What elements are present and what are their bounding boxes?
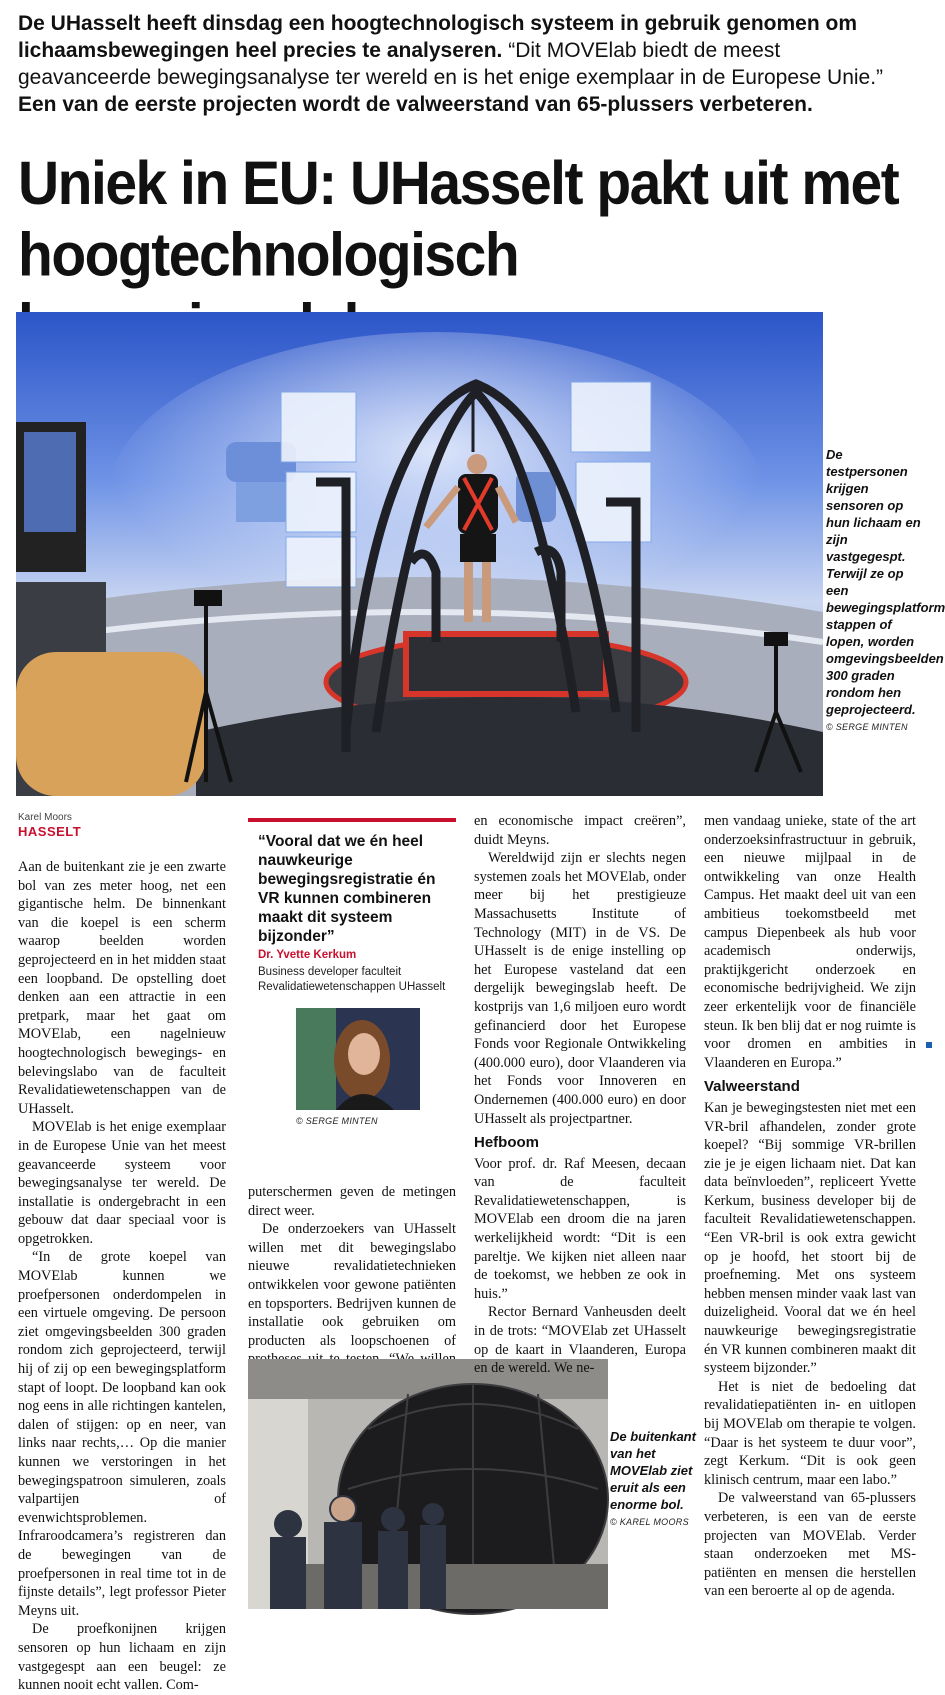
paragraph: en economische impact creëren”, duidt Meyns. (474, 813, 686, 848)
dateline-location: HASSELT (18, 824, 82, 839)
main-photo-credit: © SERGE MINTEN (826, 722, 908, 732)
portrait-credit: © SERGE MINTEN (296, 1116, 378, 1126)
headline: Uniek in EU: UHasselt pakt uit met hoogtechnologisch (18, 149, 899, 290)
paragraph: Voor prof. dr. Raf Meesen, decaan van de faculteit Revalidatiewetenschappen, is MOVElab een droom die na jaren werkelijkheid wordt: “Dit is een pareltje. We kijken niet alleen naar de toekomst, we hebben ze ook in huis.” (474, 1155, 686, 1302)
subheading-valweerstand: Valweerstand (704, 1078, 800, 1096)
byline-author: Karel Moors (18, 812, 72, 823)
paragraph: Het is niet de bedoeling dat revalidatiepatiënten in- en uitlopen bij MOVElab om therapie te volgen. “Daar is het systeem te duur voor”, zegt Kerkum. “Dit is ook geen klinisch centrum, maar een labo.” (704, 1378, 916, 1488)
quote-accent-bar (248, 818, 456, 822)
portrait-credit-block (296, 1116, 378, 1126)
movelab-interior-image (16, 312, 823, 796)
paragraph: De proefkonijnen krijgen sensoren op hun lichaam en zijn vastgegespt aan een beugel: ze kunnen nooit echt vallen. Com- (18, 1621, 226, 1694)
paragraph: De onderzoekers van UHasselt willen met dit bewegingslabo nieuwe revalidatietechnieken ontwikkelen voor gewone patiënten en topsporters. Bedrijven kunnen de installatie ook gebruiken om producten als loopschoenen of (248, 1221, 456, 1349)
pull-quote: “Vooral dat we én heel nauwkeurige bewegingsregistratie én VR kunnen combineren maakt dit systeem bijzonder” (258, 833, 436, 945)
dome-photo-caption-block (610, 1428, 700, 1527)
pull-quote-name: Dr. Yvette Kerkum (258, 949, 357, 961)
subheading-hefboom: Hefboom (474, 1134, 539, 1152)
dome-photo-credit: © KAREL MOORS (610, 1517, 689, 1527)
article-column-1 (18, 858, 226, 1695)
article-column-4 (704, 812, 916, 1601)
dome-photo-caption: De buitenkant van het MOVElab ziet eruit als een enorme bol. (610, 1429, 696, 1512)
intro-bold-2: Een van de eerste projecten wordt de valweerstand van 65-plussers verbeteren. (18, 93, 813, 116)
paragraph: De valweerstand van 65-plussers verbeteren, is een van de eerste projecten van MOVElab. Verder staan onderzoeken met MS-patiënten en mensen die herstellen van een beroerte al op de agenda. (704, 1490, 916, 1600)
article-column-3 (474, 812, 686, 1378)
portrait-photo (296, 1008, 420, 1110)
article-intro (18, 10, 918, 118)
pull-quote-role: Business developer faculteit Revalidatiewetenschappen UHasselt (258, 966, 446, 993)
page-edge-marker (926, 1042, 932, 1048)
intro-bold-1: De UHasselt heeft dinsdag een hoogtechnologisch systeem in gebruik genomen om lichaamsbewegingen heel precies te analyseren. (18, 12, 857, 62)
intro-quote: “Dit MOVElab biedt de meest geavanceerde bewegingsanalyse ter wereld en is het enige exemplaar in de Europese Unie.” (18, 39, 884, 89)
main-photo (16, 312, 823, 796)
dome-photo (248, 1359, 608, 1609)
article-column-2 (248, 1183, 456, 1388)
paragraph: Aan de buitenkant zie je een zwarte bol van zes meter hoog, net een gigantische helm. De binnenkant van die koepel is een scherm waarop beelden worden geprojecteerd en in het midden staat een loopband. De opstelling doet denken aan een attractie in een pretpark, maar het gaat om MOVElab, een nagelnieuw hoogtechnologisch bewegings- en belevingslabo van de faculteit Revalidatiewetenschappen van de UHasselt. (18, 859, 226, 1117)
paragraph: “In de grote koepel van MOVElab kunnen we proefpersonen onderdompelen in een virtuele omgeving. De persoon ziet omgevingsbeelden 300 graden rondom zich geprojecteerd, terwijl hij of zij op een bewegingsplatform stapt of loopt. De loopband kan ook nog eens in alle richtingen kantelen, dalen of stijgen: op en neer, van links naar rechts,… Op die manier kunnen we verstoringen in het bewegingspatroon simuleren, zoals valpartijen of evenwichtsproblemen. Infraroodcamera’s registreren dan de bewegingen van de proefpersonen in real time tot in de fijnste details”, legt professor Pieter Meyns uit. (18, 1249, 226, 1619)
paragraph: men vandaag unieke, state of the art onderzoeksinfrastructuur in gebruik, een nieuwe mijlpaal in de ontwikkeling van onze Health Campus. Het maakt deel uit van een ambitieus toekomstbeeld met campus Diepenbeek als hub voor academisch onderwijs, praktijkgericht onderzoek en economische bedrijvigheid. We zijn zeer erkentelijk voor de financiële steun. Ik ben blij dat er nog ruimte is voor dromen en ambities in Vlaanderen en Europa.” (704, 813, 916, 1071)
main-photo-caption-block (826, 446, 945, 732)
paragraph: MOVElab is het enige exemplaar in de Europese Unie van het meest geavanceerde systeem voor bewegingsanalyse ter wereld. De installatie is ondergebracht in een gebouw dat daar speciaal voor is opgetrokken. (18, 1119, 226, 1247)
paragraph: Wereldwijd zijn er slechts negen systemen zoals het MOVElab, onder meer bij het prestigieuze Massachusetts Institute of Technology (MIT) in de VS. De UHasselt is de enige instelling op het Europese vasteland dat een dergelijk bewegingslab heeft. De kostprijs van 1,6 miljoen euro wordt gefinancierd door het Europese Fonds voor Regionale Ontwikkeling (400.000 euro), door Vlaanderen via het Fonds voor Innoveren en Ondernemen (400.000 euro) en door UHasselt als projectpartner. (474, 850, 686, 1127)
portrait-image (296, 1008, 420, 1110)
main-photo-caption: De testpersonen krijgen sensoren op hun lichaam en zijn vastgegespt. Terwijl ze op een bewegingsplatform stappen of lopen, worden omgevingsbeelden 300 graden rondom hen geprojecteerd. (826, 447, 945, 717)
paragraph: Rector Bernard Vanheusden deelt in de trots: “MOVElab zet UHasselt op de kaart in Vlaanderen, Europa en de wereld. We ne- (474, 1304, 686, 1377)
paragraph: puterschermen geven de metingen direct weer. (248, 1184, 456, 1219)
movelab-exterior-image (248, 1359, 608, 1609)
paragraph: Kan je bewegingstesten niet met een VR-bril afhandelen, zonder grote koepel? “Bij sommige VR-brillen zie je je eigen lichaam niet. Dat kan data beïnvloeden”, repliceert Yvette Kerkum, business developer bij de faculteit Revalidatiewetenschappen. “Een VR-bril is ook extra gewicht op je hoofd, het stoort bij de proefneming. Met ons systeem hebben mensen minder vaak last van duizeligheid. Vooral dat we én heel nauwkeurige bewegingsregistratie én VR kunnen combineren maakt dit systeem bijzonder.” (704, 1099, 916, 1377)
